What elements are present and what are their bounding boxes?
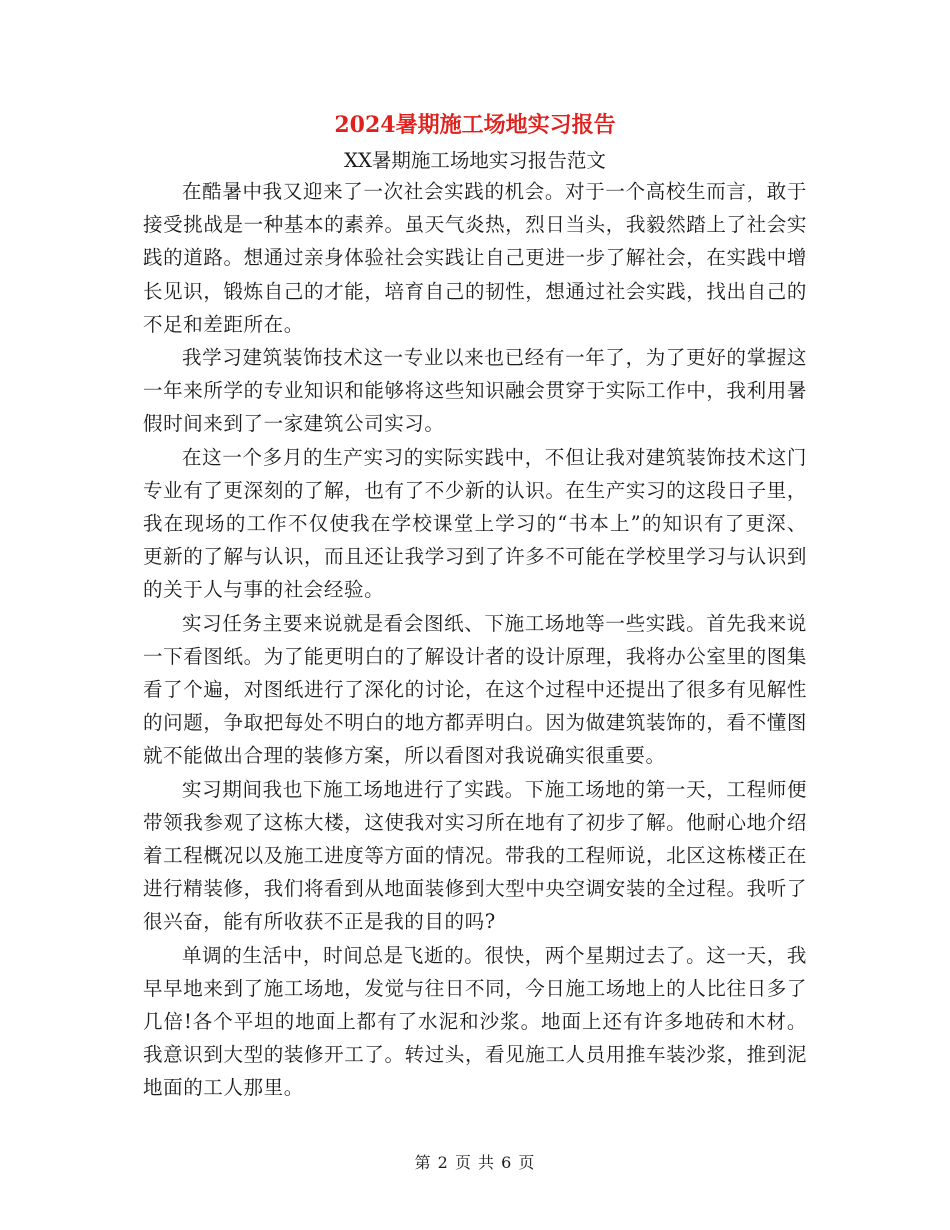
body-paragraph: 单调的生活中，时间总是飞逝的。很快，两个星期过去了。这一天，我早早地来到了施工场地，发觉与往日不同，今日施工场地上的人比往日多了几倍!各个平坦的地面上都有了水泥和沙浆。地面上还有许多地砖和木材。我意识到大型的装修开工了。转过头，看见施工人员用推车装沙浆，推到泥地面的工人那里。 [143, 943, 807, 1100]
document-title: 2024暑期施工场地实习报告 [334, 112, 616, 138]
document-body [143, 175, 807, 1105]
body-paragraph: 在这一个多月的生产实习的实际实践中，不但让我对建筑装饰技术这门专业有了更深刻的了解，也有了不少新的认识。在生产实习的这段日子里，我在现场的工作不仅使我在学校课堂上学习的“书本上”的知识有了更深、更新的了解与认识，而且还让我学习到了许多不可能在学校里学习与认识到的关于人与事的社会经验。 [143, 445, 807, 602]
body-paragraph: 实习期间我也下施工场地进行了实践。下施工场地的第一天，工程师便带领我参观了这栋大楼，这使我对实习所在地有了初步了解。他耐心地介绍着工程概况以及施工进度等方面的情况。带我的工程师说，北区这栋楼正在进行精装修，我们将看到从地面装修到大型中央空调安装的全过程。我听了很兴奋，能有所收获不正是我的目的吗? [143, 777, 807, 934]
body-paragraph: 实习任务主要来说就是看会图纸、下施工场地等一些实践。首先我来说一下看图纸。为了能更明白的了解设计者的设计原理，我将办公室里的图集看了个遍，对图纸进行了深化的讨论，在这个过程中还提出了很多有见解性的问题，争取把每处不明白的地方都弄明白。因为做建筑装饰的，看不懂图就不能做出合理的装修方案，所以看图对我说确实很重要。 [143, 611, 807, 768]
body-paragraph: 在酷暑中我又迎来了一次社会实践的机会。对于一个高校生而言，敢于接受挑战是一种基本的素养。虽天气炎热，烈日当头，我毅然踏上了社会实践的道路。想通过亲身体验社会实践让自己更进一步了解社会，在实践中增长见识，锻炼自己的才能，培育自己的韧性，想通过社会实践，找出自己的不足和差距所在。 [143, 180, 807, 336]
document-subtitle: XX暑期施工场地实习报告范文 [344, 149, 606, 172]
body-paragraph: 我学习建筑装饰技术这一专业以来也已经有一年了，为了更好的掌握这一年来所学的专业知识和能够将这些知识融会贯穿于实际工作中，我利用暑假时间来到了一家建筑公司实习。 [143, 346, 807, 436]
page-number-footer: 第 2 页 共 6 页 [414, 1153, 536, 1172]
